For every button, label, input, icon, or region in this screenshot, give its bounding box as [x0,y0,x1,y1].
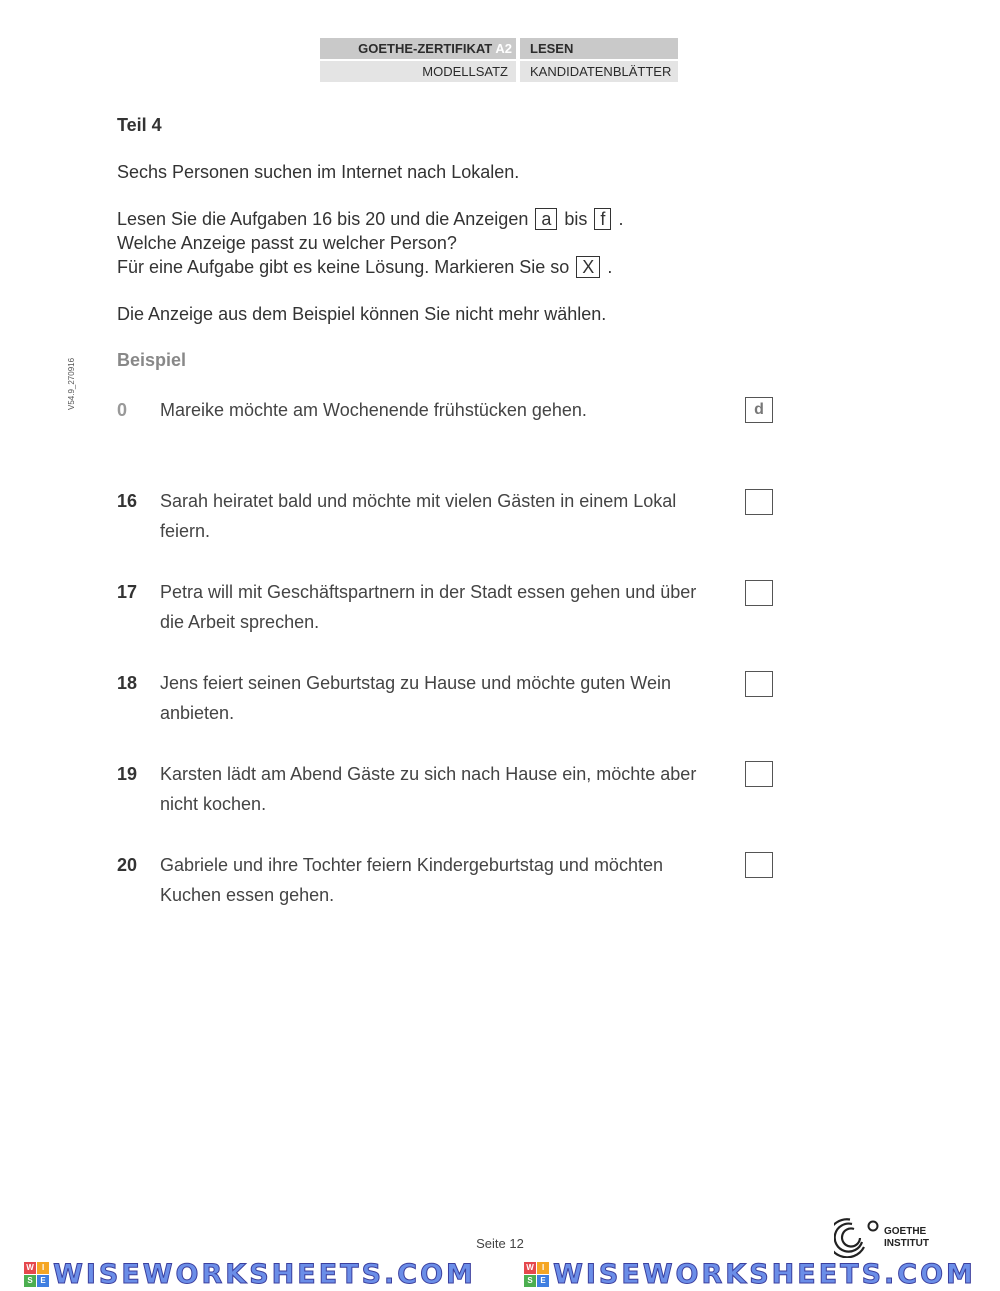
page-number: Seite 12 [476,1236,524,1251]
icon-letter-w: W [524,1262,536,1274]
instruction-bis: bis [564,209,588,229]
instruction-line-1-text: Lesen Sie die Aufgaben 16 bis 20 und die Anzeigen [117,209,529,229]
box-x: X [576,256,600,278]
item-17-number: 17 [117,582,138,602]
watermark-item-1 [24,1259,476,1290]
item-19-number: 19 [117,764,138,784]
icon-letter-w: W [24,1262,36,1274]
header-subsection: KANDIDATENBLÄTTER [520,61,678,82]
part-title: Teil 4 [117,115,162,135]
example-label: Beispiel [117,350,187,370]
instruction-line-3-text: Für eine Aufgabe gibt es keine Lösung. Markieren Sie so [117,257,570,277]
item-20-answer-box[interactable] [745,852,773,878]
logo-line-1: GOETHE [884,1226,927,1237]
header-section: LESEN [520,38,678,59]
intro-text: Sechs Personen suchen im Internet nach Lokalen. [117,162,520,182]
item-17-text: Petra will mit Geschäftspartnern in der Stadt essen gehen und über die Arbeit sprechen. [160,582,697,632]
item-19-answer-box[interactable] [745,761,773,787]
example-number: 0 [117,400,128,420]
side-version-code: V54.9_270916 [67,357,76,410]
header-subtitle: MODELLSATZ [320,61,516,82]
watermark-item-2 [524,1259,976,1290]
instruction-line-3 [117,255,612,279]
item-18-text: Jens feiert seinen Geburtstag zu Hause und möchte guten Wein anbieten. [160,673,671,723]
example-answer-box: d [745,397,773,423]
item-19-text: Karsten lädt am Abend Gäste zu sich nach Hause ein, möchte aber nicht kochen. [160,764,697,814]
item-16-text: Sarah heiratet bald und möchte mit vielen Gästen in einem Lokal feiern. [160,491,677,541]
instruction-line-3-end: . [607,257,613,277]
wiseworksheets-logo-icon [24,1262,49,1287]
wiseworksheets-logo-icon [524,1262,549,1287]
item-16-answer-box[interactable] [745,489,773,515]
instruction-line-1-end: . [618,209,624,229]
instruction-line-1 [117,207,623,231]
item-20-text: Gabriele und ihre Tochter feiern Kindergeburtstag und möchten Kuchen essen gehen. [160,855,663,905]
goethe-logo-text [884,1226,929,1250]
icon-letter-i: I [37,1262,49,1274]
item-18-answer-box[interactable] [745,671,773,697]
header-cert-level: A2 [495,41,512,56]
icon-letter-s: S [24,1275,36,1287]
box-a: a [535,208,557,230]
item-16-number: 16 [117,491,138,511]
example-text: Mareike möchte am Wochenende frühstücken gehen. [160,400,587,420]
icon-letter-s: S [524,1275,536,1287]
watermark-text-1: WISEWORKSHEETS.COM [53,1259,476,1290]
logo-line-2: INSTITUT [884,1238,929,1249]
icon-letter-i: I [537,1262,549,1274]
header-cert-prefix: GOETHE-ZERTIFIKAT [358,41,493,56]
goethe-logo-icon [834,1218,880,1258]
watermark-text-2: WISEWORKSHEETS.COM [553,1259,976,1290]
watermark-banner [0,1258,1000,1291]
icon-letter-e: E [537,1275,549,1287]
note-text: Die Anzeige aus dem Beispiel können Sie nicht mehr wählen. [117,304,607,324]
item-20-number: 20 [117,855,138,875]
item-18-number: 18 [117,673,138,693]
instruction-line-2: Welche Anzeige passt zu welcher Person? [117,233,457,253]
icon-letter-e: E [37,1275,49,1287]
box-f: f [594,208,611,230]
header-cert [320,38,516,59]
item-17-answer-box[interactable] [745,580,773,606]
